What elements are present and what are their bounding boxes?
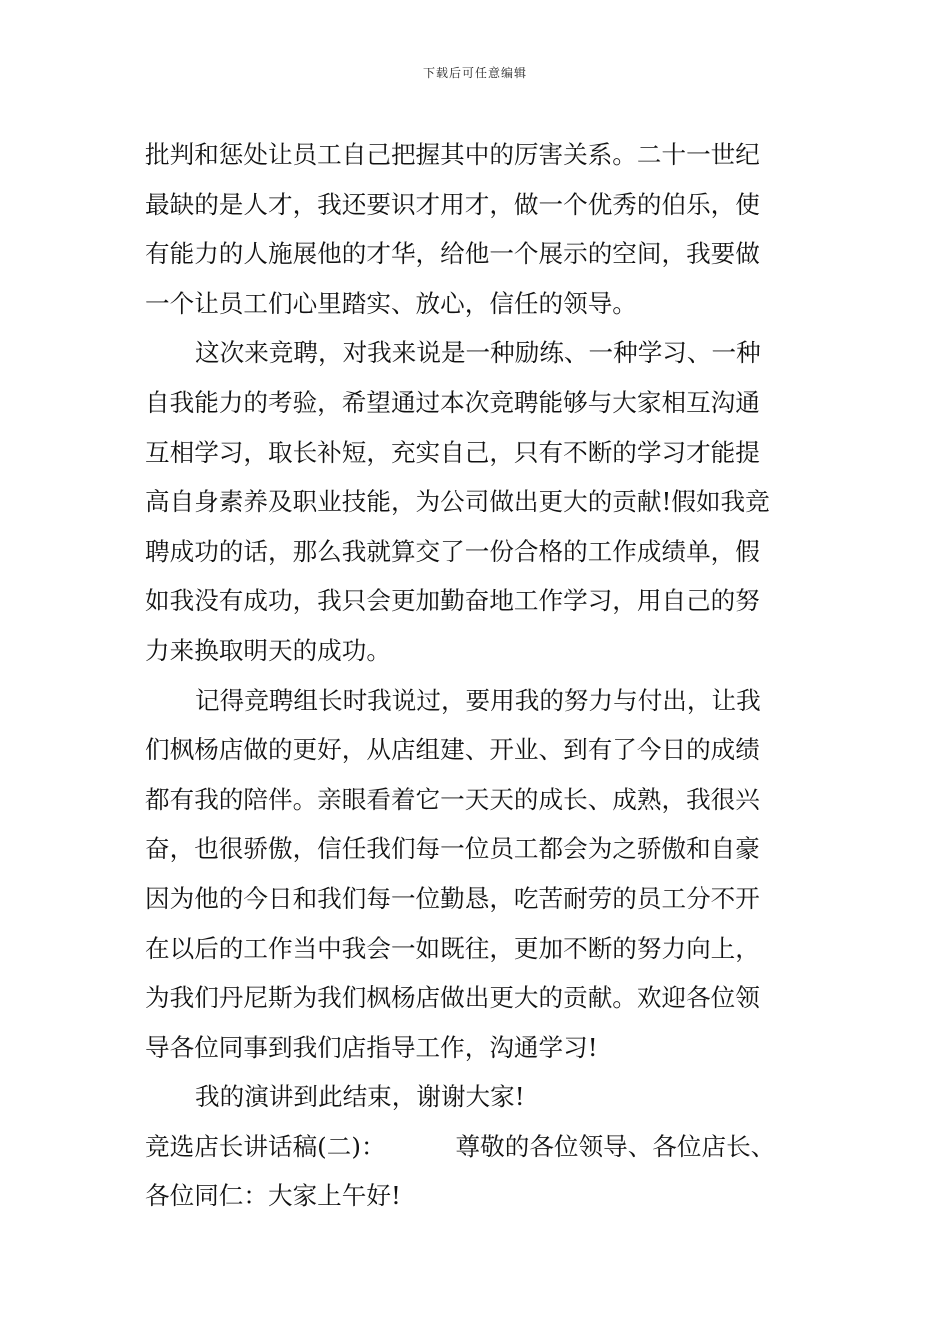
text-line: 因为他的今日和我们每一位勤恳，吃苦耐劳的员工分不开 — [145, 883, 760, 913]
text-line: 有能力的人施展他的才华，给他一个展示的空间，我要做 — [145, 239, 760, 269]
document-body — [145, 130, 810, 1221]
page-header: 下载后可任意编辑 — [422, 66, 527, 80]
paragraph-start-line: 记得竞聘组长时我说过，要用我的努力与付出，让我 — [195, 685, 761, 715]
section-title: 竞选店长讲话稿(二)： — [145, 1131, 386, 1161]
text-line: 批判和惩处让员工自己把握其中的厉害关系。二十一世纪 — [145, 140, 760, 169]
text-line: 如我没有成功，我只会更加勤奋地工作学习，用自己的努 — [145, 586, 760, 616]
greeting-line: 各位同仁：大家上午好! — [145, 1181, 401, 1211]
greeting-part1: 尊敬的各位领导、各位店长、 — [455, 1131, 776, 1161]
text-line: 在以后的工作当中我会一如既往，更加不断的努力向上， — [145, 933, 760, 963]
text-line: 都有我的陪伴。亲眼看着它一天天的成长、成熟，我很兴 — [145, 784, 760, 814]
text-line: 高自身素养及职业技能，为公司做出更大的贡献!假如我竞 — [145, 487, 770, 517]
closing-line: 我的演讲到此结束，谢谢大家! — [195, 1082, 525, 1112]
text-line: 奋，也很骄傲，信任我们每一位员工都会为之骄傲和自豪 — [145, 834, 760, 864]
text-line: 互相学习，取长补短，充实自己，只有不断的学习才能提 — [145, 437, 760, 467]
text-line: 聘成功的话，那么我就算交了一份合格的工作成绩单，假 — [145, 536, 760, 566]
text-line: 导各位同事到我们店指导工作，沟通学习! — [145, 1032, 598, 1062]
text-line: 们枫杨店做的更好，从店组建、开业、到有了今日的成绩 — [145, 735, 760, 765]
text-line: 为我们丹尼斯为我们枫杨店做出更大的贡献。欢迎各位领 — [145, 983, 760, 1013]
text-line: 最缺的是人才，我还要识才用才，做一个优秀的伯乐，使 — [145, 189, 760, 219]
text-line: 一个让员工们心里踏实、放心，信任的领导。 — [145, 288, 637, 318]
section-title-line — [145, 1122, 810, 1172]
text-line: 力来换取明天的成功。 — [145, 635, 391, 665]
paragraph-start-line: 这次来竞聘，对我来说是一种励练、一种学习、一种 — [195, 338, 761, 368]
text-line: 自我能力的考验，希望通过本次竞聘能够与大家相互沟通 — [145, 387, 760, 417]
